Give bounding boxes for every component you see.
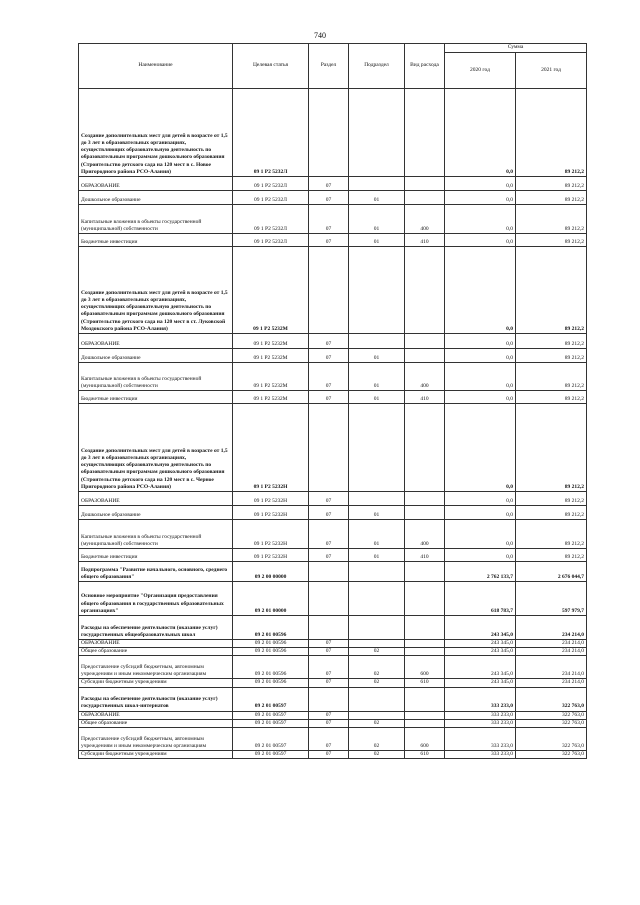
cell-name: ОБРАЗОВАНИЕ (79, 492, 233, 506)
cell-name: Предоставление субсидий бюджетным, автономным учреждениям и иным некоммерческим организациям (79, 656, 233, 679)
cell-name: Капитальные вложения в объекты государственной (муниципальной) собственности (79, 363, 233, 391)
cell-2020: 243 345,0 (445, 648, 516, 656)
cell-2020: 333 233,0 (445, 728, 516, 751)
table-row (79, 549, 587, 562)
cell-subsection (349, 616, 405, 640)
cell-expense-type (405, 334, 445, 349)
table-row (79, 492, 587, 506)
cell-2021: 89 212,2 (516, 492, 587, 506)
cell-target: 09 2 01 00000 (233, 582, 309, 616)
cell-expense-type (405, 89, 445, 177)
header-sum: Сумма (445, 44, 587, 53)
cell-2021: 89 212,2 (516, 205, 587, 234)
header-expense-type: Вид расхода (405, 44, 445, 89)
cell-expense-type: 410 (405, 234, 445, 247)
table-row (79, 640, 587, 648)
cell-subsection (349, 177, 405, 191)
cell-section: 07 (309, 349, 349, 363)
cell-subsection: 01 (349, 234, 405, 247)
cell-subsection (349, 492, 405, 506)
cell-name: Расходы на обеспечение деятельности (оказание услуг) государственных общеобразовательных школ (79, 616, 233, 640)
cell-subsection: 01 (349, 506, 405, 520)
cell-2020: 2 762 133,7 (445, 562, 516, 582)
cell-section: 07 (309, 492, 349, 506)
cell-expense-type (405, 191, 445, 205)
cell-expense-type: 410 (405, 391, 445, 404)
cell-2020: 333 233,0 (445, 751, 516, 759)
cell-section: 07 (309, 506, 349, 520)
cell-2021: 89 212,2 (516, 520, 587, 549)
table-header (79, 44, 587, 89)
cell-section: 07 (309, 728, 349, 751)
cell-subsection: 01 (349, 391, 405, 404)
cell-subsection: 02 (349, 719, 405, 727)
cell-subsection (349, 247, 405, 334)
cell-subsection (349, 640, 405, 648)
cell-target: 09 1 Р2 5232М (233, 349, 309, 363)
cell-target: 09 2 01 00597 (233, 751, 309, 759)
cell-2020: 0,0 (445, 492, 516, 506)
table-row (79, 177, 587, 191)
table-row (79, 391, 587, 404)
cell-2021: 322 763,0 (516, 728, 587, 751)
header-section: Раздел (309, 44, 349, 89)
cell-2020: 0,0 (445, 334, 516, 349)
cell-section: 07 (309, 334, 349, 349)
cell-name: Субсидии бюджетным учреждениям (79, 751, 233, 759)
cell-expense-type: 410 (405, 549, 445, 562)
header-year-2020: 2020 год (445, 53, 516, 89)
cell-section: 07 (309, 656, 349, 679)
cell-subsection (349, 334, 405, 349)
cell-2021: 234 214,0 (516, 656, 587, 679)
table-row (79, 191, 587, 205)
cell-target: 09 1 Р2 5232Н (233, 520, 309, 549)
cell-2021: 322 763,0 (516, 687, 587, 711)
cell-2020: 333 233,0 (445, 711, 516, 719)
cell-target: 09 1 Р2 5232Н (233, 549, 309, 562)
cell-section: 07 (309, 363, 349, 391)
cell-expense-type (405, 711, 445, 719)
cell-2020: 243 345,0 (445, 679, 516, 687)
cell-2021: 89 212,2 (516, 177, 587, 191)
cell-2021: 322 763,0 (516, 711, 587, 719)
cell-2020: 0,0 (445, 506, 516, 520)
table-row (79, 349, 587, 363)
cell-expense-type: 610 (405, 679, 445, 687)
cell-name: Субсидии бюджетным учреждениям (79, 679, 233, 687)
cell-name: Расходы на обеспечение деятельности (оказание услуг) государственных школ-интернатов (79, 687, 233, 711)
cell-target: 09 2 01 00597 (233, 687, 309, 711)
cell-2020: 0,0 (445, 89, 516, 177)
cell-subsection (349, 562, 405, 582)
cell-subsection: 02 (349, 648, 405, 656)
table-body (79, 89, 587, 759)
cell-expense-type (405, 640, 445, 648)
cell-name: ОБРАЗОВАНИЕ (79, 177, 233, 191)
cell-name: ОБРАЗОВАНИЕ (79, 711, 233, 719)
table-row (79, 520, 587, 549)
cell-expense-type (405, 719, 445, 727)
cell-target: 09 2 01 00597 (233, 719, 309, 727)
cell-section: 07 (309, 191, 349, 205)
table-row (79, 506, 587, 520)
cell-expense-type (405, 648, 445, 656)
header-year-2021: 2021 год (516, 53, 587, 89)
cell-name: Дошкольное образование (79, 506, 233, 520)
cell-target: 09 1 Р2 5232М (233, 363, 309, 391)
cell-target: 09 2 01 00596 (233, 616, 309, 640)
table-row (79, 334, 587, 349)
cell-section: 07 (309, 719, 349, 727)
table-row (79, 89, 587, 177)
cell-2021: 89 212,2 (516, 334, 587, 349)
cell-2020: 0,0 (445, 549, 516, 562)
cell-2020: 0,0 (445, 191, 516, 205)
cell-target: 09 1 Р2 5232М (233, 391, 309, 404)
header-subsection: Подраздел (349, 44, 405, 89)
cell-section: 07 (309, 234, 349, 247)
cell-2021: 89 212,2 (516, 404, 587, 492)
cell-2021: 89 212,2 (516, 89, 587, 177)
cell-subsection (349, 711, 405, 719)
cell-target: 09 1 Р2 5232М (233, 247, 309, 334)
cell-section: 07 (309, 751, 349, 759)
cell-name: Основное мероприятие "Организация предоставления общего образования в государственных образовательных организациях" (79, 582, 233, 616)
cell-2020: 0,0 (445, 363, 516, 391)
cell-2020: 618 783,7 (445, 582, 516, 616)
cell-subsection: 01 (349, 520, 405, 549)
cell-target: 09 1 Р2 5232Л (233, 89, 309, 177)
cell-2020: 0,0 (445, 234, 516, 247)
cell-target: 09 2 01 00597 (233, 728, 309, 751)
cell-2021: 234 214,0 (516, 616, 587, 640)
cell-subsection (349, 89, 405, 177)
cell-section (309, 89, 349, 177)
cell-expense-type (405, 404, 445, 492)
cell-expense-type: 610 (405, 751, 445, 759)
cell-name: Создание дополнительных мест для детей в возрасте от 1,5 до 3 лет в образовательных организациях, осуществляющих образовательную деятельность по образовательным программам дошкольного образования (Строительство детского сада на 120 мест в с. Новое Пригородного района РСО-Алания) (79, 89, 233, 177)
cell-expense-type: 600 (405, 656, 445, 679)
cell-target: 09 1 Р2 5232Л (233, 234, 309, 247)
cell-name: ОБРАЗОВАНИЕ (79, 640, 233, 648)
cell-2020: 333 233,0 (445, 719, 516, 727)
cell-2021: 322 763,0 (516, 719, 587, 727)
cell-section: 07 (309, 648, 349, 656)
table-row (79, 363, 587, 391)
cell-name: Общее образование (79, 719, 233, 727)
cell-2021: 89 212,2 (516, 191, 587, 205)
cell-section (309, 616, 349, 640)
cell-expense-type: 400 (405, 520, 445, 549)
cell-section: 07 (309, 205, 349, 234)
cell-expense-type (405, 562, 445, 582)
cell-name: Дошкольное образование (79, 191, 233, 205)
table-row (79, 711, 587, 719)
cell-section (309, 247, 349, 334)
table-row (79, 247, 587, 334)
table-row (79, 679, 587, 687)
cell-expense-type (405, 506, 445, 520)
cell-name: Дошкольное образование (79, 349, 233, 363)
cell-2021: 2 676 044,7 (516, 562, 587, 582)
table-row (79, 562, 587, 582)
cell-2021: 89 212,2 (516, 234, 587, 247)
cell-section: 07 (309, 640, 349, 648)
cell-expense-type: 400 (405, 363, 445, 391)
cell-subsection: 02 (349, 656, 405, 679)
cell-subsection (349, 687, 405, 711)
cell-section: 07 (309, 549, 349, 562)
cell-subsection: 01 (349, 205, 405, 234)
table-row (79, 687, 587, 711)
cell-2021: 89 212,2 (516, 506, 587, 520)
cell-expense-type: 600 (405, 728, 445, 751)
cell-name: Капитальные вложения в объекты государственной (муниципальной) собственности (79, 520, 233, 549)
cell-expense-type (405, 247, 445, 334)
cell-2020: 0,0 (445, 349, 516, 363)
cell-subsection: 01 (349, 549, 405, 562)
cell-2021: 89 212,2 (516, 247, 587, 334)
cell-expense-type: 400 (405, 205, 445, 234)
cell-subsection (349, 582, 405, 616)
cell-2020: 0,0 (445, 520, 516, 549)
table-row (79, 719, 587, 727)
page-number: 740 (314, 31, 326, 40)
cell-expense-type (405, 177, 445, 191)
cell-name: Подпрограмма "Развитие начального, основного, среднего общего образования" (79, 562, 233, 582)
table-row (79, 648, 587, 656)
table-row (79, 234, 587, 247)
cell-2020: 333 233,0 (445, 687, 516, 711)
cell-expense-type (405, 492, 445, 506)
table-row (79, 728, 587, 751)
cell-2020: 0,0 (445, 177, 516, 191)
cell-2021: 89 212,2 (516, 349, 587, 363)
cell-target: 09 1 Р2 5232Н (233, 492, 309, 506)
header-name: Наименование (79, 44, 233, 89)
cell-2020: 243 345,0 (445, 616, 516, 640)
cell-target: 09 1 Р2 5232Н (233, 404, 309, 492)
cell-section: 07 (309, 391, 349, 404)
cell-name: Капитальные вложения в объекты государственной (муниципальной) собственности (79, 205, 233, 234)
cell-target: 09 2 01 00597 (233, 711, 309, 719)
cell-section: 07 (309, 520, 349, 549)
cell-subsection: 02 (349, 679, 405, 687)
cell-target: 09 2 01 00596 (233, 640, 309, 648)
header-target: Целевая статья (233, 44, 309, 89)
cell-name: Предоставление субсидий бюджетным, автономным учреждениям и иным некоммерческим организациям (79, 728, 233, 751)
cell-2020: 0,0 (445, 404, 516, 492)
cell-target: 09 2 01 00596 (233, 648, 309, 656)
cell-2021: 89 212,2 (516, 549, 587, 562)
cell-target: 09 1 Р2 5232Н (233, 506, 309, 520)
cell-subsection: 01 (349, 363, 405, 391)
table-row (79, 656, 587, 679)
cell-section: 07 (309, 711, 349, 719)
cell-2020: 243 345,0 (445, 640, 516, 648)
cell-name: Создание дополнительных мест для детей в возрасте от 1,5 до 3 лет в образовательных организациях, осуществляющих образовательную деятельность по образовательным программам дошкольного образования (Строительство детского сада на 120 мест в с. Черное Пригородного района РСО-Алания) (79, 404, 233, 492)
cell-name: Общее образование (79, 648, 233, 656)
cell-2020: 0,0 (445, 247, 516, 334)
cell-section (309, 687, 349, 711)
cell-name: ОБРАЗОВАНИЕ (79, 334, 233, 349)
cell-expense-type (405, 687, 445, 711)
cell-target: 09 2 01 00596 (233, 679, 309, 687)
cell-target: 09 2 01 00596 (233, 656, 309, 679)
cell-2021: 234 214,0 (516, 640, 587, 648)
cell-subsection: 02 (349, 751, 405, 759)
cell-target: 09 1 Р2 5232Л (233, 205, 309, 234)
cell-section: 07 (309, 679, 349, 687)
cell-2021: 89 212,2 (516, 391, 587, 404)
cell-name: Создание дополнительных мест для детей в возрасте от 1,5 до 3 лет в образовательных организациях, осуществляющих образовательную деятельность по образовательным программам дошкольного образования (Строительство детского сада на 120 мест в ст. Луковской Моздокского района РСО-Алания) (79, 247, 233, 334)
cell-name: Бюджетные инвестиции (79, 549, 233, 562)
cell-name: Бюджетные инвестиции (79, 234, 233, 247)
cell-2021: 234 214,0 (516, 648, 587, 656)
cell-section: 07 (309, 177, 349, 191)
cell-subsection: 01 (349, 349, 405, 363)
table-row (79, 751, 587, 759)
cell-target: 09 1 Р2 5232М (233, 334, 309, 349)
cell-subsection: 02 (349, 728, 405, 751)
cell-2021: 234 214,0 (516, 679, 587, 687)
cell-section (309, 562, 349, 582)
cell-name: Бюджетные инвестиции (79, 391, 233, 404)
cell-target: 09 1 Р2 5232Л (233, 177, 309, 191)
cell-2020: 0,0 (445, 391, 516, 404)
cell-subsection (349, 404, 405, 492)
cell-expense-type (405, 616, 445, 640)
cell-subsection: 01 (349, 191, 405, 205)
cell-target: 09 1 Р2 5232Л (233, 191, 309, 205)
cell-expense-type (405, 582, 445, 616)
cell-2021: 89 212,2 (516, 363, 587, 391)
cell-2020: 0,0 (445, 205, 516, 234)
table-row (79, 582, 587, 616)
cell-target: 09 2 00 00000 (233, 562, 309, 582)
cell-section (309, 582, 349, 616)
budget-table (78, 43, 587, 759)
cell-2021: 322 763,0 (516, 751, 587, 759)
table-row (79, 616, 587, 640)
cell-2020: 243 345,0 (445, 656, 516, 679)
table-row (79, 205, 587, 234)
cell-section (309, 404, 349, 492)
table-row (79, 404, 587, 492)
cell-2021: 597 979,7 (516, 582, 587, 616)
cell-expense-type (405, 349, 445, 363)
